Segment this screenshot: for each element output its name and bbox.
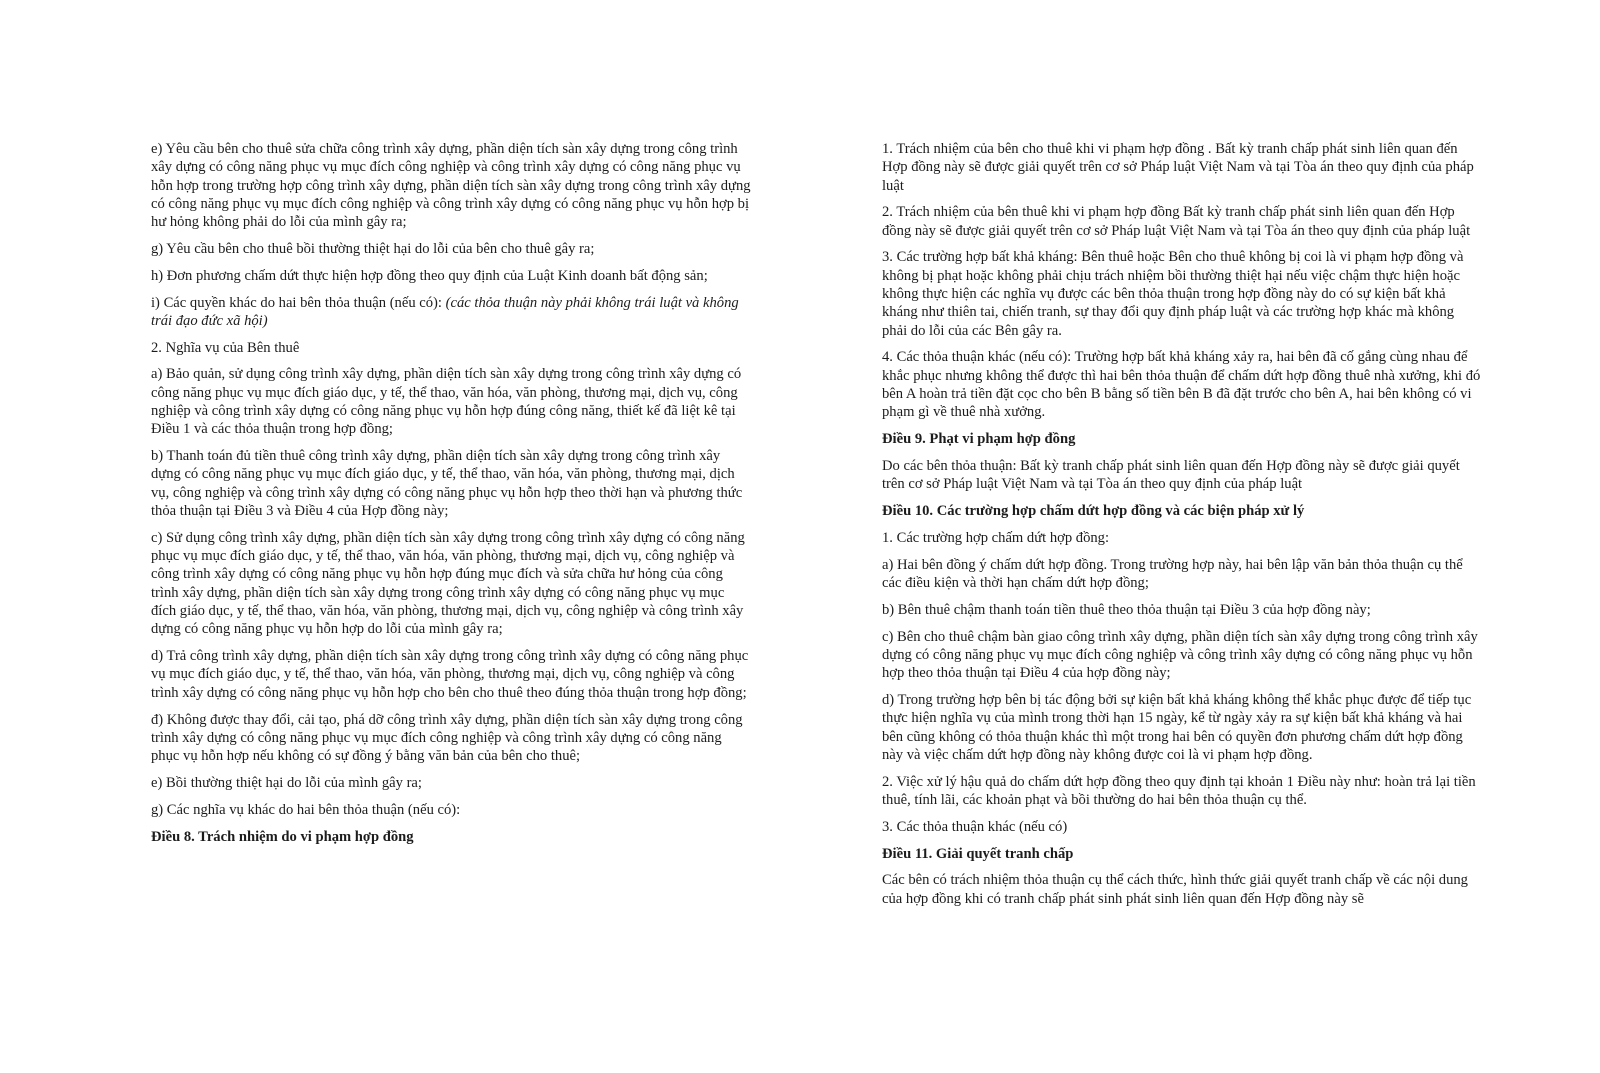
- paragraph-lessee-liability: 2. Trách nhiệm của bên thuê khi vi phạm hợp đồng Bất kỳ tranh chấp phát sinh liên quan đến Hợp đồng này sẽ được giải quyết trên cơ sở Pháp luật Việt Nam và tại Tòa án theo quy định của pháp luật: [882, 204, 1471, 239]
- paragraph-right-i: [151, 294, 751, 331]
- right-page-column: [882, 140, 1482, 916]
- paragraph-right-e: e) Yêu cầu bên cho thuê sửa chữa công trình xây dựng, phần diện tích sàn xây dựng trong công trình xây dựng có công năng phục vụ mục đích công nghiệp và công trình xây dựng có công năng phục vụ hỗn hợp trong trường hợp công trình xây dựng, phần diện tích sàn xây dựng trong công trình xây dựng có công năng phục vụ mục đích công nghiệp và công trình xây dựng có công năng phục vụ hỗn hợp bị hư hỏng không phải do lỗi của mình gây ra;: [151, 141, 751, 231]
- paragraph-right-i-text: i) Các quyền khác do hai bên thỏa thuận (nếu có):: [151, 294, 446, 311]
- paragraph-obligation-a: a) Bảo quản, sử dụng công trình xây dựng, phần diện tích sàn xây dựng trong công trình xây dựng có công năng phục vụ mục đích giáo dục, y tế, thể thao, văn hóa, văn phòng, thương mại, dịch vụ, công nghiệp và công trình xây dựng có công năng phục vụ hỗn hợp đúng công năng, thiết kế đã liệt kê tại Điều 1 và các thỏa thuận trong hợp đồng;: [151, 366, 742, 438]
- paragraph-termination-consequences: 2. Việc xử lý hậu quả do chấm dứt hợp đồng theo quy định tại khoản 1 Điều này như: hoàn trả lại tiền thuê, tính lãi, các khoản phạt và bồi thường do hai bên thỏa thuận cụ thể.: [882, 773, 1476, 808]
- paragraph-termination-d: d) Trong trường hợp bên bị tác động bởi sự kiện bất khả kháng không thể khắc phục được để tiếp tục thực hiện nghĩa vụ của mình trong thời hạn 15 ngày, kể từ ngày xảy ra sự kiện bất khả kháng và hai bên cũng không có thỏa thuận khác thì một trong hai bên có quyền đơn phương chấm dứt hợp đồng này và việc chấm dứt hợp đồng này không được coi là vi phạm hợp đồng.: [882, 691, 1472, 763]
- paragraph-termination-cases: 1. Các trường hợp chấm dứt hợp đồng:: [882, 529, 1110, 546]
- paragraph-obligation-c: c) Sử dụng công trình xây dựng, phần diện tích sàn xây dựng trong công trình xây dựng có công năng phục vụ mục đích giáo dục, y tế, thể thao, văn hóa, văn phòng, thương mại, dịch vụ, công nghiệp và công trình xây dựng có công năng phục vụ hỗn hợp đúng mục đích và sửa chữa hư hỏng của công trình xây dựng, phần diện tích sàn xây dựng trong công trình xây dựng có công năng phục vụ mục đích giáo dục, y tế, thể thao, văn hóa, văn phòng, thương mại, dịch vụ, công nghiệp và công trình xây dựng có công năng phục vụ hỗn hợp do lỗi của mình gây ra;: [151, 529, 745, 638]
- paragraph-termination-c: c) Bên cho thuê chậm bàn giao công trình xây dựng, phần diện tích sàn xây dựng trong công trình xây dựng có công năng phục vụ mục đích công nghiệp và công trình xây dựng có công năng phục vụ hỗn hợp theo thỏa thuận tại Điều 4 của hợp đồng này;: [882, 628, 1478, 682]
- section-obligations-title: 2. Nghĩa vụ của Bên thuê: [151, 339, 300, 356]
- paragraph-force-majeure: 3. Các trường hợp bất khả kháng: Bên thuê hoặc Bên cho thuê không bị coi là vi phạm hợp đồng và không bị phạt hoặc không phải chịu trách nhiệm bồi thường thiệt hại nếu việc chậm thực hiện hoặc không thực hiện các nghĩa vụ được các bên thỏa thuận trong hợp đồng này do có sự kiện bất khả kháng như thiên tai, chiến tranh, sự thay đổi quy định pháp luật và các trường hợp khác mà không phải do lỗi của các Bên gây ra.: [882, 249, 1464, 339]
- paragraph-right-i-note: (các thỏa thuận này phải không trái luật và không trái đạo đức xã hội): [151, 294, 739, 329]
- paragraph-other-agreements: 4. Các thỏa thuận khác (nếu có): Trường hợp bất khả kháng xảy ra, hai bên đã cố gắng cùng nhau để khắc phục nhưng không thể được thì hai bên thỏa thuận để chấm dứt hợp đồng thuê nhà xưởng, khi đó bên A hoàn trả tiền đặt cọc cho bên B bằng số tiền bên B đã đặt trước cho bên A, hai bên không có vi phạm gì về thuê nhà xưởng.: [882, 349, 1481, 421]
- paragraph-obligation-e: e) Bồi thường thiệt hại do lỗi của mình gây ra;: [151, 774, 422, 791]
- paragraph-termination-a: a) Hai bên đồng ý chấm dứt hợp đồng. Trong trường hợp này, hai bên lập văn bản thỏa thuận cụ thể các điều kiện và thời hạn chấm dứt hợp đồng;: [882, 556, 1463, 591]
- left-page-column: [151, 140, 751, 854]
- paragraph-obligation-d: d) Trả công trình xây dựng, phần diện tích sàn xây dựng trong công trình xây dựng có công năng phục vụ mục đích giáo dục, y tế, thể thao, văn hóa, văn phòng, thương mại, dịch vụ, công nghiệp và công trình xây dựng có công năng phục vụ hỗn hợp cho bên cho thuê theo đúng thỏa thuận trong hợp đồng;: [151, 648, 749, 701]
- paragraph-obligation-g: g) Các nghĩa vụ khác do hai bên thỏa thuận (nếu có):: [151, 801, 461, 818]
- paragraph-right-h: h) Đơn phương chấm dứt thực hiện hợp đồng theo quy định của Luật Kinh doanh bất động sản;: [151, 267, 708, 284]
- paragraph-obligation-b: b) Thanh toán đủ tiền thuê công trình xây dựng, phần diện tích sàn xây dựng trong công trình xây dựng có công năng phục vụ mục đích giáo dục, y tế, thể thao, văn hóa, văn phòng, thương mại, dịch vụ, công nghiệp và công trình xây dựng có công năng phục vụ hỗn hợp theo thời hạn và phương thức thỏa thuận tại Điều 3 và Điều 4 của Hợp đồng này;: [151, 448, 743, 520]
- paragraph-penalty: Do các bên thỏa thuận: Bất kỳ tranh chấp phát sinh liên quan đến Hợp đồng này sẽ được giải quyết trên cơ sở Pháp luật Việt Nam và tại Tòa án theo quy định của pháp luật: [882, 457, 1460, 493]
- paragraph-dispute-resolution: Các bên có trách nhiệm thỏa thuận cụ thể cách thức, hình thức giải quyết tranh chấp về các nội dung của hợp đồng khi có tranh chấp phát sinh phát sinh liên quan đến Hợp đồng này sẽ: [882, 872, 1468, 907]
- article-9-heading: Điều 9. Phạt vi phạm hợp đồng: [882, 431, 1076, 448]
- article-11-heading: Điều 11. Giải quyết tranh chấp: [882, 845, 1074, 862]
- article-8-heading: Điều 8. Trách nhiệm do vi phạm hợp đồng: [151, 828, 414, 845]
- article-10-heading: Điều 10. Các trường hợp chấm dứt hợp đồng và các biện pháp xử lý: [882, 503, 1305, 520]
- paragraph-lessor-liability: 1. Trách nhiệm của bên cho thuê khi vi phạm hợp đồng . Bất kỳ tranh chấp phát sinh liên quan đến Hợp đồng này sẽ được giải quyết trên cơ sở Pháp luật Việt Nam và tại Tòa án theo quy định của pháp luật: [882, 141, 1474, 194]
- paragraph-obligation-dd: đ) Không được thay đổi, cải tạo, phá dỡ công trình xây dựng, phần diện tích sàn xây dựng trong công trình xây dựng có công năng phục vụ mục đích công nghiệp và công trình xây dựng có công năng phục vụ hỗn hợp nếu không có sự đồng ý bằng văn bản của bên cho thuê;: [151, 711, 743, 765]
- paragraph-termination-b: b) Bên thuê chậm thanh toán tiền thuê theo thỏa thuận tại Điều 3 của hợp đồng này;: [882, 601, 1371, 618]
- paragraph-right-g: g) Yêu cầu bên cho thuê bồi thường thiệt hại do lỗi của bên cho thuê gây ra;: [151, 240, 595, 257]
- paragraph-termination-other: 3. Các thỏa thuận khác (nếu có): [882, 818, 1068, 835]
